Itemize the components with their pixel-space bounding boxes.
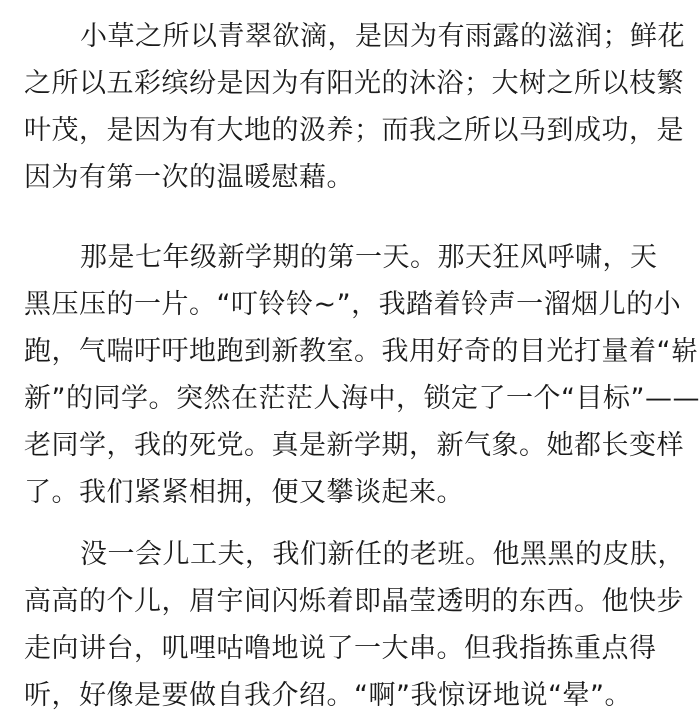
text-line: 听，好像是要做自我介绍。“啊”我惊讶地说“晕”。 (24, 680, 632, 711)
text-line: 之所以五彩缤纷是因为有阳光的沐浴；大树之所以枝繁 (24, 68, 684, 99)
text-line: 黑压压的一片。“叮铃铃~”，我踏着铃声一溜烟儿的小 (24, 289, 682, 320)
text-line: 了。我们紧紧相拥，便又攀谈起来。 (24, 477, 464, 508)
text-line: 新”的同学。突然在茫茫人海中，锁定了一个“目标”—— (24, 383, 700, 414)
paragraph-1 (24, 13, 684, 201)
text-line: 老同学，我的死党。真是新学期，新气象。她都长变样 (24, 430, 684, 461)
text-line: 那是七年级新学期的第一天。那天狂风呼啸，天 (80, 242, 658, 273)
text-line: 叶茂，是因为有大地的汲养；而我之所以马到成功，是 (24, 115, 684, 146)
text-line: 跑，气喘吁吁地跑到新教室。我用好奇的目光打量着“崭 (24, 336, 699, 367)
text-line: 走向讲台，叽哩咕噜地说了一大串。但我指拣重点得 (24, 633, 657, 664)
text-line: 因为有第一次的温暖慰藉。 (24, 162, 354, 193)
paragraph-3 (24, 531, 684, 719)
paragraph-2 (24, 234, 700, 516)
text-line: 没一会儿工夫，我们新任的老班。他黑黑的皮肤， (80, 539, 685, 570)
text-line: 小草之所以青翠欲滴，是因为有雨露的滋润；鲜花 (80, 21, 685, 52)
text-line: 高高的个儿，眉宇间闪烁着即晶莹透明的东西。他快步 (24, 586, 684, 617)
